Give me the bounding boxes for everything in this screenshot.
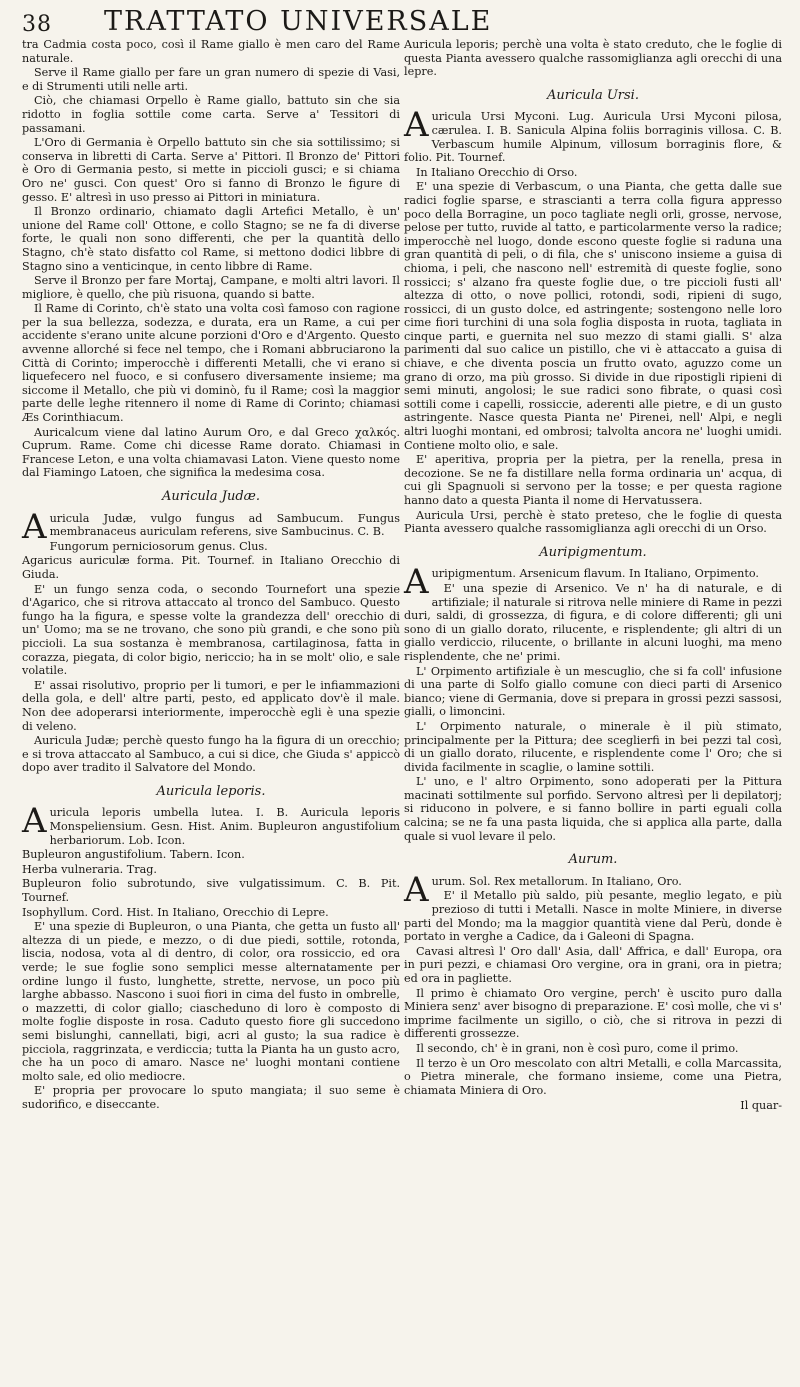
paragraph: In Italiano Orecchio di Orso. [416,165,578,179]
paragraph: L'Oro di Germania è Orpello battuto sin che sia sottilissimo; si conserva in libretti di Carta. Serve a' Pittori. Il Bronzo de' Pittori è Oro di Germania pesto, si mette in piccioli gusci; e si chiama Oro ne' gusci. Con quest' Oro si fanno di Bronzo le figure di gesso. E' altresì in uso presso ai Pittori in miniatura. [22,136,400,204]
paragraph: Il terzo è un Oro mescolato con altri Metalli, e colla Marcassita, o Pietra minerale, che formano insieme, come una Pietra, chiamata Miniera di Oro. [404,1056,782,1097]
paragraph: Il Bronzo ordinario, chiamato dagli Artefici Metallo, è un' unione del Rame coll' Ottone, e collo Stagno; se ne fa di diverse forte, le quali non sono differenti, che per la quantità dello Stagno, ch'è stato disfatto col Rame, si mettono dodici libbre di Stagno sino a venticinque, in cento libbre di Rame. [22,205,400,273]
paragraph: Isophyllum. Cord. Hist. In Italiano, Orecchio di Lepre. [22,905,329,919]
paragraph: E' assai risolutivo, proprio per li tumori, e per le infiammazioni della gola, e dell' altre parti, pesto, ed applicato dov'è il male. Non dee adoperarsi interiormente, imperocchè egli è una spezie di veleno. [22,678,400,733]
entry-lead-paragraph: Auricula Ursi Myconi. Lug. Auricula Ursi Myconi pilosa, cærulea. I. B. Sanicula Alpina foliis borraginis villosa. C. B. Verbascum humile Alpinum, villosum borraginis flore, & folio. Pit. Tournef. [404,105,782,165]
paragraph: Il secondo, ch' è in grani, non è così puro, come il primo. [416,1041,739,1055]
paragraph: Agaricus auriculæ forma. Pit. Tournef. in Italiano Orecchio di Giuda. [22,554,400,581]
paragraph: Auricula Ursi, perchè è stato preteso, che le foglie di questa Pianta avessero qualche rassomiglianza agli orecchi di un Orso. [404,508,782,536]
section-heading: Auricula Ursi. [547,87,639,103]
section-heading: Auricula Judæ. [161,489,261,504]
paragraph: Ciò, che chiamasi Orpello è Rame giallo, battuto sin che sia ridotto in foglia sottile come carta. Serve a' Tessitori di passamani. [22,94,400,135]
right-column [404,38,782,1113]
paragraph: Bupleuron angustifolium. Tabern. Icon. [22,848,245,862]
paragraph: E' una spezie di Bupleuron, o una Pianta, che getta un fusto all' altezza di un piede, e mezzo, o di due piedi, sottile, rotonda, liscia, nodosa, vota al di dentro, di color, ora rossiccio, ed ora verde; le sue foglie sono semplici messe alternatamente per ordine lungo il fusto, lunghette, strette, nervose, un poco più larghe abbasso. Nascono i suoi fiori in cima del fusto in ombrelle, o mazzetti, di color giallo; ciascheduno di loro è composto di molte foglie disposte in rosa. Caduto questo fiore gli succedono semi bislunghi, cannellati, bigi, acri al gusto; la sua radice è picciola, raggrinzata, e verdiccia; tutta la Pianta ha un gusto acro, che ha un poco di amaro. Nasce ne' luoghi montani contiene molto sale, ed olio mediocre. [22,920,400,1083]
entry-lead-paragraph: Auripigmentum. Arsenicum flavum. In Italiano, Orpimento. [404,562,759,603]
entry-lead-paragraph: Auricula Judæ, vulgo fungus ad Sambucum. Fungus membranaceus auriculam referens, sive Sambucinus. C. B. [22,506,400,547]
paragraph: E' una spezie di Verbascum, o una Pianta, che getta dalle sue radici foglie sparse, e strascianti a terra colla figura appresso poco della Borragine, un poco tagliate negli orli, grosse, nervose, pelose per tutto, ruvide al tatto, e particolarmente verso la radice; imperocchè nel luogo, donde escono queste foglie si raduna una gran quantità di peli, o di fila, che s' uniscono insieme a guisa di chioma, i peli, che nascono nell' estremità di queste foglie, sono rossicci; s' alzano fra queste foglie due, o tre piccioli fusti all' altezza di otto, o nove pollici, rotondi, sodi, ripieni di sugo, rossicci, di un gusto dolce, ed astringente; sostengono nelle loro cime fiori turchini di una sola foglia disposta in ruota, tagliata in cinque parti, e guernita nel suo mezzo di stami gialli. S' alza parimenti dal suo calice un pistillo, che vi è attaccato a guisa di chiave, e che diventa poscia un frutto ovato, aguzzo come un grano di orzo, ma più grosso. Si divide in due ripostigli ripieni di semi minuti, angolosi; le sue radici sono fibrate, o quasi così sottili come i capelli, rossiccie, aderenti alle pietre, e di un gusto astringente. Nasce questa Pianta ne' Pirenei, nell' Alpi, e negli altri luoghi montani, ed ombrosi; talvolta ancora ne' luoghi umidi. Contiene molto olio, e sale. [404,180,782,452]
page-number: 38 [22,12,52,37]
paragraph: L' uno, e l' altro Orpimento, sono adoperati per la Pittura macinati sottilmente sul porfido. Servono altresì per li depilatorj; si riducono in polvere, e si fanno bollire in parti eguali colla calcina; se ne fa una pasta liquida, che si applica alla parte, dalla quale si vuol levare il pelo. [404,775,782,843]
paragraph: Il Rame di Corinto, ch'è stato una volta così famoso con ragione per la sua bellezza, sodezza, e durata, era un Rame, a cui per accidente s'erano unite alcune porzioni d'Oro e d'Argento. Questo avvenne allorché si fece nel tempo, che i Romani abbruciarono la Città di Corinto; imperocchè i differenti Metalli, che vi erano si liquefecero nel fuoco, e si confusero diversamente insieme; ma siccome il Metallo, che più vi dominò, fu il Rame; così la maggior parte delle leghe ritennero il nome di Rame di Corinto; chiamasi Æs Corinthiacum. [22,302,400,425]
paragraph: Auricalcum viene dal latino Aurum Oro, e dal Greco χαλκός. Cuprum. Rame. Come chi dicesse Rame dorato. Chiamasi in Francese Leton, e una volta chiamavasi Laton. Viene questo nome dal Fiamingo Latoen, che significa la medesima cosa. [22,425,400,480]
paragraph: E' propria per provocare lo sputo mangiata; il suo seme è sudorifico, e diseccante. [22,1084,400,1111]
section-heading: Aurum. [568,852,618,868]
page-header [22,4,782,38]
paragraph: E' una spezie di Arsenico. Ve n' ha di naturale, e di artifiziale; il naturale si ritrova nelle miniere di Rame in pezzi duri, saldi, di grossezza, di figura, e di colore differenti; gli uni sono di un giallo dorato, rilucente, e risplendente; gli altri di un giallo verdiccio, rilucente, o brillante in alcuni luoghi, ma meno risplendente, che ne' primi. [404,581,782,663]
paragraph: Cavasi altresì l' Oro dall' Asia, dall' Affrica, e dall' Europa, ora in puri pezzi, e chiamasi Oro vergine, ora in grani, ora in pietra; ed ora in pagliette. [404,944,782,985]
paragraph: L' Orpimento naturale, o minerale è il più stimato, principalmente per la Pittura; dee sceglierfi in bei pezzi tal così, di un giallo dorato, rilucente, e risplendente come l' Oro; che si divida facilmente in scaglie, o lamine sottili. [404,719,782,774]
paragraph: tra Cadmia costa poco, così il Rame giallo è men caro del Rame naturale. [22,38,400,65]
catchword: Il quar- [740,1099,782,1113]
running-title: TRATTATO UNIVERSALE [104,6,493,37]
entry-lead-paragraph: Aurum. Sol. Rex metallorum. In Italiano, Oro. [404,869,682,910]
paragraph: Auricula leporis; perchè una volta è stato creduto, che le foglie di questa Pianta avessero qualche rassomiglianza agli orecchi di una lepre. [404,38,782,79]
paragraph: Herba vulneraria. Trag. [22,862,157,876]
left-column [22,38,400,1113]
entry-lead-paragraph: Auricula leporis umbella lutea. I. B. Auricula leporis Monspeliensium. Gesn. Hist. Anim. Bupleuron angustifolium herbariorum. Lob. Icon. [22,801,400,847]
paragraph: Auricula Judæ; perchè questo fungo ha la figura di un orecchio; e si trova attaccato al Sambuco, a cui si dice, che Giuda s' appiccò dopo aver tradito il Salvatore del Mondo. [22,734,400,775]
paragraph: L' Orpimento artifiziale è un mescuglio, che si fa coll' infusione di una parte di Solfo giallo comune con dieci parti di Arsenico bianco; viene di Germania, dove si prepara in grossi pezzi sassosi, gialli, o limoncini. [404,664,782,719]
paragraph: Fungorum perniciosorum genus. Clus. [49,539,268,553]
paragraph: Il primo è chiamato Oro vergine, perch' è uscito puro dalla Miniera senz' aver bisogno di preparazione. E' così molle, che vi s' imprime facilmente un sigillo, o ciò, che si ritrova in pezzi di differenti grossezze. [404,986,782,1041]
paragraph: E' il Metallo più saldo, più pesante, meglio legato, e più prezioso di tutti i Metalli. Nasce in molte Miniere, in diverse parti del Mondo; ma la maggior quantità viene dal Perù, donde è portato in verghe a Cadice, da i Galeoni di Spagna. [404,889,782,944]
paragraph: Serve il Bronzo per fare Mortaj, Campane, e molti altri lavori. Il migliore, è quello, che più risuona, quando si batte. [22,274,400,301]
section-heading: Auripigmentum. [539,544,647,560]
paragraph: Serve il Rame giallo per fare un gran numero di spezie di Vasi, e di Strumenti utili nelle arti. [22,66,400,93]
paragraph: Bupleuron folio subrotundo, sive vulgatissimum. C. B. Pit. Tournef. [22,877,400,905]
section-heading: Auricula leporis. [156,783,266,799]
paragraph: E' un fungo senza coda, o secondo Tournefort una spezie d'Agarico, che si ritrova attaccato al tronco del Sambuco. Questo fungo ha la figura, e spesse volte la grandezza dell' orecchio di un' Uomo; ma se ne trovano, che sono più grandi, e che sono più piccioli. La sua sostanza è membranosa, cartilaginosa, fatta in corazza, piegata, di color bigio, nericcio; ha in se molt' olio, e sale volatile. [22,582,400,678]
paragraph: E' aperitiva, propria per la pietra, per la renella, presa in decozione. Se ne fa distillare nella forma ordinaria un' acqua, di cui gli Spagnuoli si servono per la tosse; e per questa ragione hanno dato a questa Pianta il nome di Hervatussera. [404,453,782,507]
